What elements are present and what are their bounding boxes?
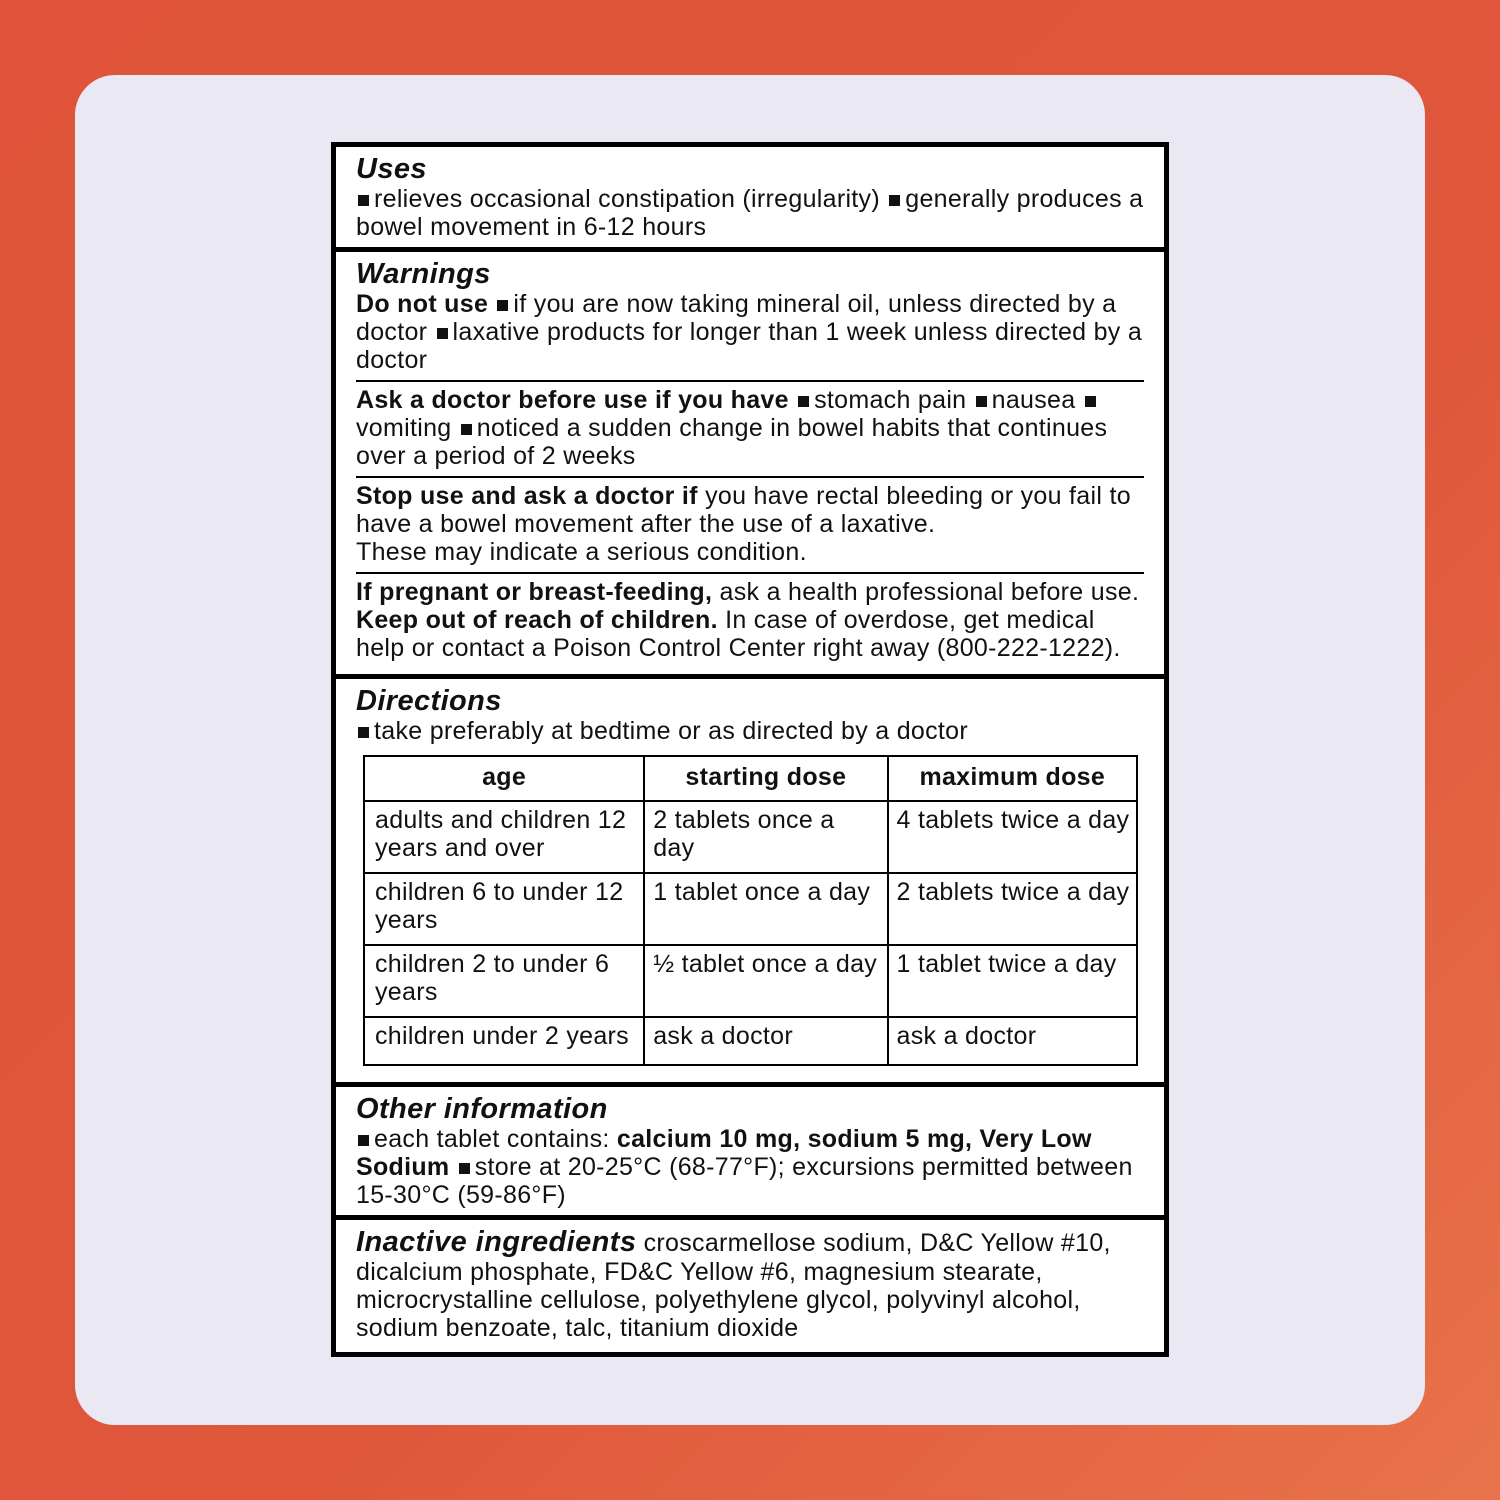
table-cell-maximum-dose: 4 tablets twice a day [888, 801, 1137, 873]
table-cell-maximum-dose: ask a doctor [888, 1017, 1137, 1065]
table-header-maximum-dose: maximum dose [888, 756, 1137, 801]
directions-text [356, 717, 1144, 745]
ask-doctor-heading: Ask a doctor before use if you have [356, 386, 789, 414]
do-not-use-item-2: laxative products for longer than 1 week unless directed by a doctor [356, 318, 1143, 374]
table-cell-maximum-dose: 2 tablets twice a day [888, 873, 1137, 945]
table-cell-age: adults and children 12 years and over [364, 801, 644, 873]
drug-facts-label [331, 142, 1169, 1357]
directions-title: Directions [356, 685, 502, 717]
stop-use-block [356, 476, 1144, 572]
warnings-title: Warnings [356, 258, 491, 290]
table-header-row [364, 756, 1137, 801]
inactive-ingredients-title: Inactive ingredients [356, 1226, 637, 1258]
uses-title: Uses [356, 153, 427, 185]
table-row [364, 945, 1137, 1017]
bullet-icon [798, 396, 809, 407]
table-cell-maximum-dose: 1 tablet twice a day [888, 945, 1137, 1017]
dosage-table [363, 755, 1138, 1066]
table-row [364, 1017, 1137, 1065]
table-row [364, 801, 1137, 873]
table-cell-age: children 6 to under 12 years [364, 873, 644, 945]
pregnancy-children-block [356, 572, 1144, 668]
bullet-icon [437, 328, 448, 339]
stop-use-note: These may indicate a serious condition. [356, 538, 807, 566]
stop-use-text: you have rectal bleeding or you fail to have a bowel movement after the use of a laxative. [356, 482, 1131, 538]
bullet-icon [358, 1135, 369, 1146]
table-cell-starting-dose: 1 tablet once a day [644, 873, 887, 945]
ask-doctor-block [356, 380, 1144, 476]
other-info-item-2: store at 20-25°C (68-77°F); excursions permitted between 15-30°C (59-86°F) [356, 1153, 1133, 1209]
ask-doctor-item-4: noticed a sudden change in bowel habits that continues over a period of 2 weeks [356, 414, 1108, 470]
do-not-use-block [356, 290, 1144, 380]
inactive-ingredients-section [336, 1215, 1164, 1352]
directions-section [336, 674, 1164, 1082]
uses-item-1: relieves occasional constipation (irregularity) [374, 185, 880, 213]
children-text: In case of overdose, get medical help or contact a Poison Control Center right away (800-222-1222). [356, 606, 1121, 662]
table-header-starting-dose: starting dose [644, 756, 887, 801]
table-cell-starting-dose: ask a doctor [644, 1017, 887, 1065]
stop-use-heading: Stop use and ask a doctor if [356, 482, 698, 510]
pregnant-heading: If pregnant or breast-feeding, [356, 578, 713, 606]
other-information-section [336, 1082, 1164, 1215]
bullet-icon [459, 1163, 470, 1174]
other-information-title: Other information [356, 1093, 608, 1125]
bullet-icon [358, 195, 369, 206]
do-not-use-heading: Do not use [356, 290, 489, 318]
do-not-use-item-1: if you are now taking mineral oil, unless directed by a doctor [356, 290, 1117, 346]
table-cell-starting-dose: ½ tablet once a day [644, 945, 887, 1017]
children-heading: Keep out of reach of children. [356, 606, 718, 634]
bullet-icon [1085, 396, 1096, 407]
ask-doctor-item-2: nausea [991, 386, 1076, 414]
table-header-age: age [364, 756, 644, 801]
bullet-icon [497, 300, 508, 311]
ask-doctor-item-3: vomiting [356, 414, 452, 442]
warnings-section [336, 247, 1164, 674]
ask-doctor-item-1: stomach pain [814, 386, 967, 414]
bullet-icon [976, 396, 987, 407]
table-row [364, 873, 1137, 945]
bullet-icon [461, 424, 472, 435]
uses-item-2: generally produces a bowel movement in 6-12 hours [356, 185, 1144, 241]
table-cell-age: children under 2 years [364, 1017, 644, 1065]
other-info-item-1-bold: calcium 10 mg, sodium 5 mg, Very Low Sodium [356, 1125, 1092, 1181]
inactive-ingredients-text: croscarmellose sodium, D&C Yellow #10, dicalcium phosphate, FD&C Yellow #6, magnesium stearate, microcrystalline cellulose, polyethylene glycol, polyvinyl alcohol, sodium benzoate, talc, titanium dioxide [356, 1229, 1111, 1342]
table-cell-starting-dose: 2 tablets once a day [644, 801, 887, 873]
pregnant-text: ask a health professional before use. [719, 578, 1140, 606]
other-info-item-1-prefix: each tablet contains: [374, 1125, 610, 1153]
other-information-text [356, 1125, 1144, 1209]
uses-section [336, 147, 1164, 247]
table-cell-age: children 2 to under 6 years [364, 945, 644, 1017]
directions-item-1: take preferably at bedtime or as directed by a doctor [374, 717, 968, 745]
bullet-icon [889, 195, 900, 206]
bullet-icon [358, 727, 369, 738]
uses-text [356, 185, 1144, 241]
